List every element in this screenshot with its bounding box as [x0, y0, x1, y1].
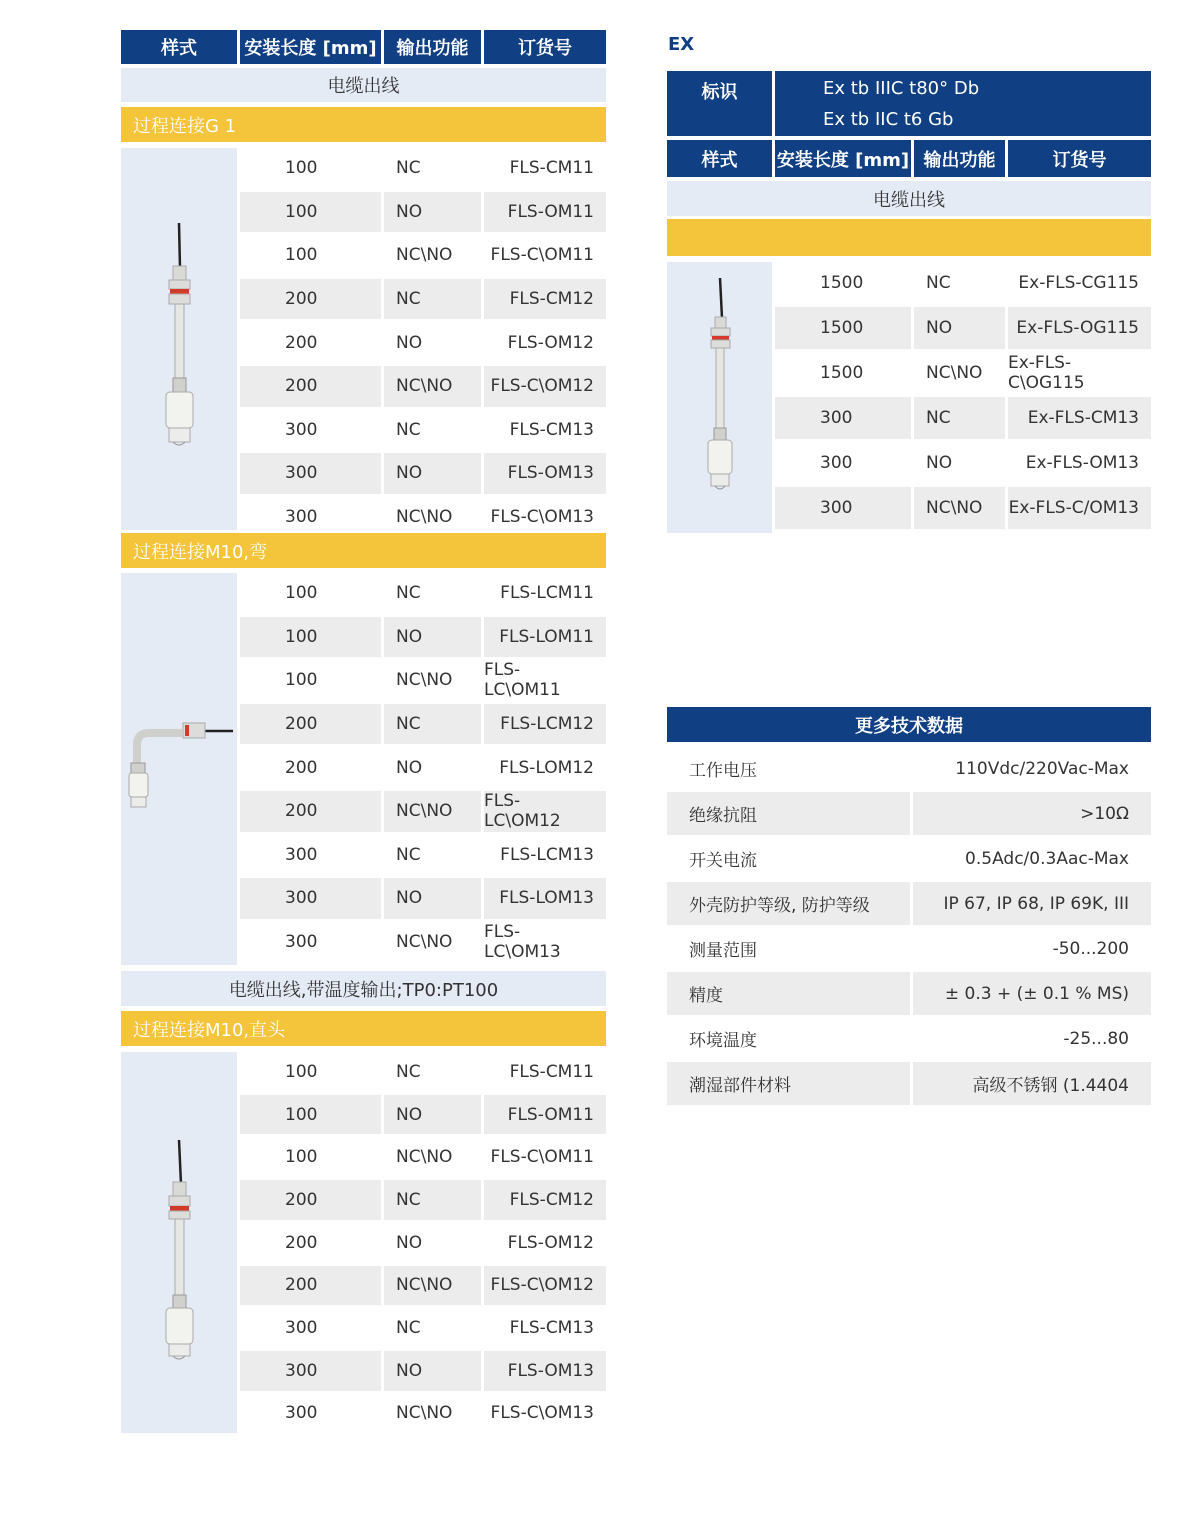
output-cell: NC [396, 1318, 421, 1339]
output-cell: NC\NO [396, 1403, 453, 1424]
ex-mark-header: 标识 [667, 71, 772, 136]
output-cell: NC [396, 583, 421, 604]
table-row [775, 307, 1151, 352]
product-image-m10-bent [121, 573, 237, 965]
order-number-cell: FLS-LOM12 [499, 757, 594, 778]
tech-value-cell: -25...80 [1063, 1028, 1129, 1049]
table-row [775, 352, 1151, 397]
order-number-cell: FLS-LOM13 [484, 878, 606, 919]
length-cell: 300 [240, 1351, 381, 1391]
table-body-m10-straight [240, 1052, 606, 1433]
table-row [240, 835, 606, 879]
product-image-g1 [121, 148, 237, 530]
length-cell: 300 [285, 507, 318, 528]
order-number-cell: Ex-FLS-OM13 [1025, 453, 1139, 473]
table-row [240, 617, 606, 661]
product-image-m10-straight [121, 1052, 237, 1433]
order-number-cell: FLS-LCM12 [484, 704, 606, 745]
tech-value-cell: 高级不锈钢 (1.4404 [913, 1062, 1151, 1105]
order-number-cell: FLS-LCM13 [500, 844, 594, 865]
tech-data-title: 更多技术数据 [667, 707, 1151, 742]
length-cell: 100 [285, 158, 318, 179]
order-number-cell: Ex-FLS-CM13 [1008, 397, 1151, 439]
output-cell: NO [396, 1232, 423, 1253]
tech-key-cell: 开关电流 [689, 851, 757, 871]
order-number-cell: FLS-CM13 [509, 419, 594, 440]
table-row [775, 442, 1151, 487]
length-cell: 1500 [820, 363, 864, 383]
table-row [240, 791, 606, 835]
tech-row [667, 837, 1151, 882]
length-cell: 200 [240, 704, 381, 745]
table-row [240, 322, 606, 366]
output-cell: NO [384, 1095, 481, 1135]
tech-row [667, 1062, 1151, 1107]
tech-value-cell: ± 0.3 + (± 0.1 % MS) [913, 972, 1151, 1015]
table-row [240, 878, 606, 922]
float-switch-straight-illustration [121, 148, 237, 530]
length-cell: 100 [285, 583, 318, 604]
order-number-cell: FLS-CM13 [509, 1318, 594, 1339]
output-cell: NO [384, 878, 481, 919]
output-cell: NC\NO [926, 363, 983, 383]
col-header-style: 样式 [121, 30, 237, 64]
tech-key-cell: 外壳防护等级, 防护等级 [667, 882, 910, 925]
ex-mark-line-2: Ex tb IIC t6 Gb [823, 108, 954, 130]
table-row [240, 573, 606, 617]
order-number-cell: FLS-C\OM11 [490, 245, 594, 266]
col-header-length: 安装长度 [mm] [240, 30, 381, 64]
ex-mark-line-1: Ex tb IIIC t80° Db [823, 77, 980, 99]
output-cell: NC\NO [396, 507, 453, 528]
float-switch-straight-illustration [667, 262, 772, 533]
output-cell: NC [926, 273, 951, 293]
tech-row [667, 1017, 1151, 1062]
output-cell: NC\NO [396, 670, 453, 691]
length-cell: 300 [285, 1403, 318, 1424]
tech-key-cell: 精度 [667, 972, 910, 1015]
tech-key-cell: 潮湿部件材料 [667, 1062, 910, 1105]
output-cell: NC\NO [396, 1147, 453, 1168]
order-number-cell: FLS-LC\OM13 [484, 922, 561, 963]
order-number-cell: FLS-OM11 [484, 1095, 606, 1135]
output-cell: NO [914, 307, 1005, 349]
order-number-cell: FLS-LCM11 [500, 583, 594, 604]
order-number-cell: FLS-CM11 [509, 1061, 594, 1082]
tech-row [667, 927, 1151, 972]
ex-col-header-order: 订货号 [1008, 140, 1151, 177]
length-cell: 300 [285, 932, 318, 953]
tech-data-table [667, 747, 1151, 1107]
length-cell: 200 [240, 1266, 381, 1306]
length-cell: 100 [285, 1147, 318, 1168]
table-row [240, 279, 606, 323]
tech-key-cell: 绝缘抗阻 [667, 792, 910, 835]
length-cell: 300 [820, 453, 853, 473]
length-cell: 200 [240, 366, 381, 407]
length-cell: 300 [775, 487, 911, 529]
order-number-cell: FLS-OM12 [507, 332, 594, 353]
output-cell: NC [396, 844, 421, 865]
output-cell: NC [914, 397, 1005, 439]
output-cell: NO [384, 192, 481, 233]
order-number-cell: FLS-C\OM13 [490, 507, 594, 528]
band-cable-outlet: 电缆出线 [121, 68, 606, 102]
length-cell: 100 [240, 192, 381, 233]
table-row [240, 453, 606, 497]
output-cell: NC [384, 1180, 481, 1220]
order-number-cell: Ex-FLS-OG115 [1008, 307, 1151, 349]
length-cell: 200 [240, 279, 381, 320]
output-cell: NC\NO [384, 1266, 481, 1306]
tech-value-cell: IP 67, IP 68, IP 69K, III [913, 882, 1151, 925]
output-cell: NO [396, 332, 423, 353]
table-row [240, 192, 606, 236]
output-cell: NC [396, 419, 421, 440]
length-cell: 200 [285, 1232, 318, 1253]
float-switch-straight-illustration [121, 1052, 237, 1433]
order-number-cell: Ex-FLS-C\OG115 [1008, 353, 1085, 393]
ex-label: EX [668, 34, 695, 55]
order-number-cell: FLS-CM12 [484, 1180, 606, 1220]
table-row [240, 660, 606, 704]
order-number-cell: FLS-C\OM12 [484, 1266, 606, 1306]
length-cell: 100 [285, 670, 318, 691]
table-row [775, 397, 1151, 442]
length-cell: 1500 [820, 273, 864, 293]
table-row [240, 148, 606, 192]
ex-table-body [775, 262, 1151, 533]
output-cell: NO [926, 453, 953, 473]
ex-col-header-output: 输出功能 [914, 140, 1005, 177]
order-number-cell: FLS-OM12 [507, 1232, 594, 1253]
length-cell: 200 [240, 791, 381, 832]
length-cell: 200 [285, 332, 318, 353]
tech-key-cell: 工作电压 [689, 761, 757, 781]
ex-product-image [667, 262, 772, 533]
length-cell: 300 [240, 453, 381, 494]
output-cell: NC\NO [384, 791, 481, 832]
tech-key-cell: 测量范围 [689, 941, 757, 961]
length-cell: 200 [285, 757, 318, 778]
output-cell: NC [384, 704, 481, 745]
table-row [240, 1180, 606, 1223]
table-row [240, 410, 606, 454]
table-row [240, 1351, 606, 1394]
tech-row [667, 882, 1151, 927]
table-row [240, 922, 606, 966]
table-row [240, 366, 606, 410]
output-cell: NC [384, 279, 481, 320]
section-title-m10-straight: 过程连接M10,直头 [121, 1011, 606, 1046]
order-number-cell: FLS-LC\OM12 [484, 791, 606, 832]
length-cell: 100 [240, 1095, 381, 1135]
table-row [240, 747, 606, 791]
order-number-cell: FLS-OM13 [484, 1351, 606, 1391]
float-switch-bent-illustration [121, 573, 237, 965]
ex-band-cable-outlet: 电缆出线 [667, 181, 1151, 216]
table-row [240, 1095, 606, 1138]
output-cell: NC\NO [396, 245, 453, 266]
table-row [240, 704, 606, 748]
table-row [240, 1266, 606, 1309]
ex-col-header-style: 样式 [667, 140, 772, 177]
order-number-cell: FLS-OM13 [484, 453, 606, 494]
section-title-m10-bent: 过程连接M10,弯 [121, 533, 606, 568]
output-cell: NC [396, 1061, 421, 1082]
ex-col-header-length: 安装长度 [mm] [775, 140, 911, 177]
tech-value-cell: >10Ω [913, 792, 1151, 835]
table-body-m10-bent [240, 573, 606, 965]
tech-value-cell: -50...200 [1052, 938, 1129, 959]
table-row [240, 1052, 606, 1095]
order-number-cell: FLS-CM11 [509, 158, 594, 179]
table-row [240, 235, 606, 279]
output-cell: NC\NO [396, 932, 453, 953]
length-cell: 300 [285, 1318, 318, 1339]
order-number-cell: FLS-C\OM12 [484, 366, 606, 407]
output-cell: NO [384, 617, 481, 658]
length-cell: 100 [285, 245, 318, 266]
length-cell: 200 [240, 1180, 381, 1220]
output-cell: NO [384, 1351, 481, 1391]
length-cell: 1500 [775, 307, 911, 349]
length-cell: 100 [240, 617, 381, 658]
output-cell: NC [396, 158, 421, 179]
length-cell: 100 [285, 1061, 318, 1082]
band-cable-outlet-temp: 电缆出线,带温度输出;TP0:PT100 [121, 971, 606, 1006]
tech-value-cell: 0.5Adc/0.3Aac-Max [965, 848, 1129, 869]
order-number-cell: FLS-C\OM11 [490, 1147, 594, 1168]
table-row [240, 1308, 606, 1351]
table-body-g1 [240, 148, 606, 530]
length-cell: 300 [240, 878, 381, 919]
order-number-cell: FLS-C\OM13 [490, 1403, 594, 1424]
table-row [775, 487, 1151, 532]
section-title-g1: 过程连接G 1 [121, 107, 606, 142]
order-number-cell: FLS-CM12 [484, 279, 606, 320]
order-number-cell: FLS-LC\OM11 [484, 660, 561, 701]
table-row [240, 1394, 606, 1437]
order-number-cell: Ex-FLS-CG115 [1018, 273, 1139, 293]
ex-mark-values [775, 71, 1151, 136]
order-number-cell: FLS-OM11 [484, 192, 606, 233]
tech-key-cell: 环境温度 [689, 1031, 757, 1051]
output-cell: NO [384, 453, 481, 494]
ex-section-bar [667, 219, 1151, 256]
length-cell: 300 [285, 844, 318, 865]
order-number-cell: FLS-LOM11 [484, 617, 606, 658]
table-row [240, 1137, 606, 1180]
order-number-cell: Ex-FLS-C/OM13 [1008, 487, 1151, 529]
output-cell: NO [396, 757, 423, 778]
col-header-output: 输出功能 [384, 30, 481, 64]
length-cell: 300 [285, 419, 318, 440]
tech-row [667, 792, 1151, 837]
tech-row [667, 747, 1151, 792]
tech-value-cell: 110Vdc/220Vac-Max [955, 758, 1129, 779]
length-cell: 300 [775, 397, 911, 439]
table-row [240, 1223, 606, 1266]
output-cell: NC\NO [384, 366, 481, 407]
table-row [775, 262, 1151, 307]
tech-row [667, 972, 1151, 1017]
col-header-order: 订货号 [484, 30, 606, 64]
output-cell: NC\NO [914, 487, 1005, 529]
